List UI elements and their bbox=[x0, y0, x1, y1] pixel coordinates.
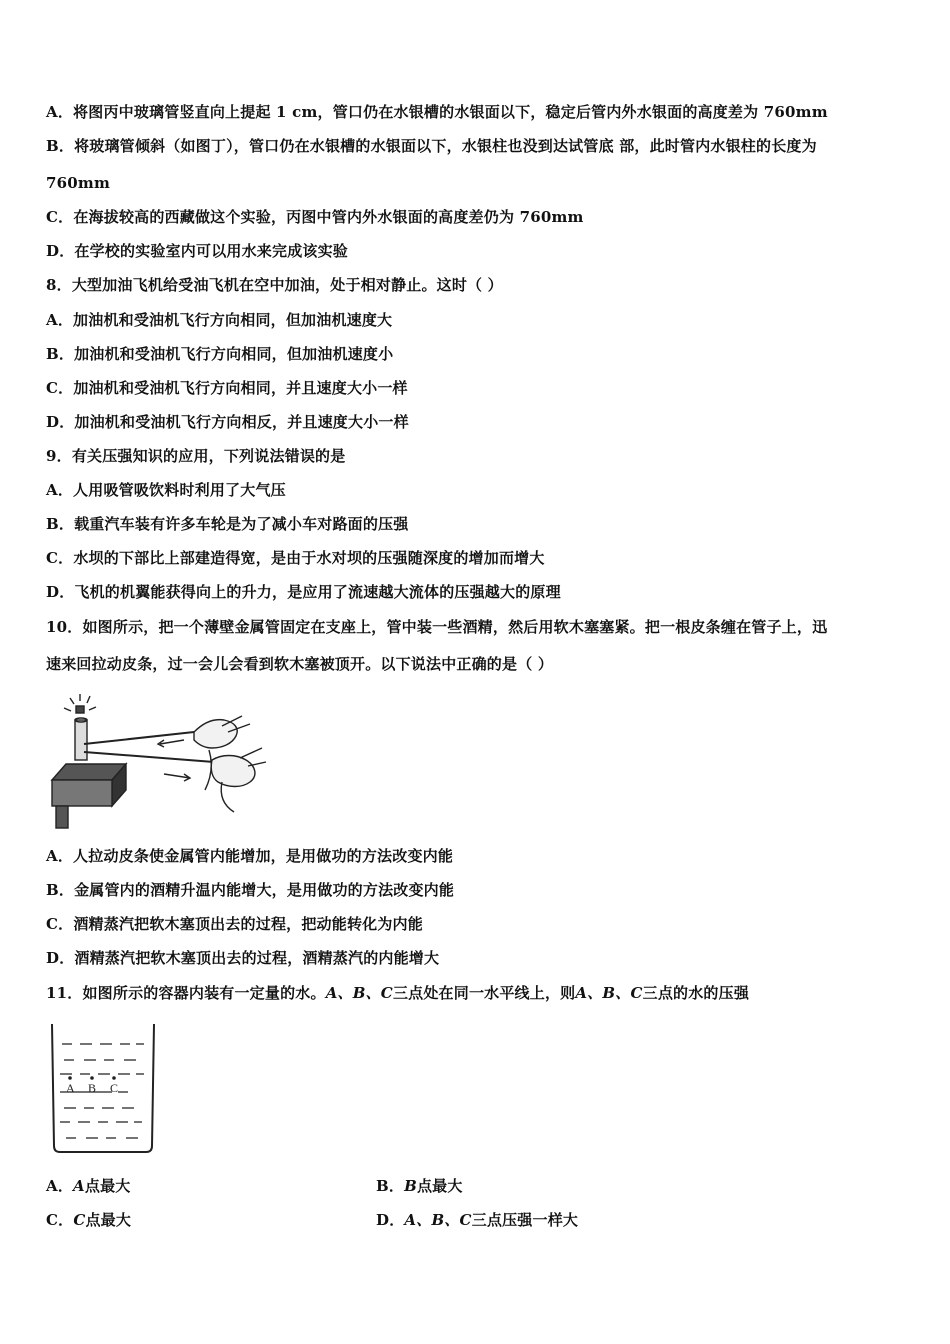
q11-option-d-var: A、B、C bbox=[404, 1211, 472, 1229]
q11-option-b-pre: B． bbox=[376, 1177, 405, 1195]
q7-option-b-line2: 760mm bbox=[46, 174, 111, 192]
q11-option-d-pre: D． bbox=[376, 1211, 405, 1229]
q9-option-d: D．飞机的机翼能获得向上的升力，是应用了流速越大流体的压强越大的原理 bbox=[46, 583, 561, 601]
q11-option-a-var: A bbox=[73, 1177, 85, 1195]
q9-option-c: C．水坝的下部比上部建造得宽，是由于水对坝的压强随深度的增加而增大 bbox=[46, 549, 545, 567]
q11-stem-post: 三点的水的压强 bbox=[642, 984, 750, 1002]
q10-option-d: D．酒精蒸汽把软木塞顶出去的过程，酒精蒸汽的内能增大 bbox=[46, 949, 440, 967]
q9-option-b: B．载重汽车装有许多车轮是为了减小车对路面的压强 bbox=[46, 515, 409, 533]
q9-option-a: A．人用吸管吸饮料时利用了大气压 bbox=[46, 481, 286, 499]
q11-stem-abc1: A、B、C bbox=[325, 984, 393, 1002]
q10-option-b: B．金属管内的酒精升温内能增大，是用做功的方法改变内能 bbox=[46, 881, 455, 899]
q10-figure-tube-strap bbox=[44, 692, 268, 830]
q11-figure-label-c: C bbox=[110, 1081, 119, 1095]
q11-option-b bbox=[376, 1176, 463, 1196]
q11-option-a-post: 点最大 bbox=[84, 1177, 131, 1195]
q10-option-c: C．酒精蒸汽把软木塞顶出去的过程，把动能转化为内能 bbox=[46, 915, 423, 933]
q8-option-c: C．加油机和受油机飞行方向相同，并且速度大小一样 bbox=[46, 379, 408, 397]
q11-option-d-post: 三点压强一样大 bbox=[471, 1211, 579, 1229]
q9-stem: 9．有关压强知识的应用，下列说法错误的是 bbox=[46, 447, 346, 465]
q7-option-a: A．将图丙中玻璃管竖直向上提起 1 cm，管口仍在水银槽的水银面以下，稳定后管内外水银面的高度差为 760mm bbox=[46, 103, 828, 121]
q8-option-d: D．加油机和受油机飞行方向相反，并且速度大小一样 bbox=[46, 413, 409, 431]
q11-option-d bbox=[376, 1210, 578, 1230]
q8-stem: 8．大型加油飞机给受油飞机在空中加油，处于相对静止。这时（ ） bbox=[46, 276, 503, 294]
q8-option-b: B．加油机和受油机飞行方向相同，但加油机速度小 bbox=[46, 345, 394, 363]
q10-stem-line2: 速来回拉动皮条，过一会儿会看到软木塞被顶开。以下说法中正确的是（ ） bbox=[46, 655, 554, 673]
q11-figure-container bbox=[46, 1022, 158, 1156]
q10-stem-line1: 10．如图所示，把一个薄壁金属管固定在支座上，管中装一些酒精，然后用软木塞塞紧。把一根皮条缠在管子上，迅 bbox=[46, 618, 828, 636]
q7-option-d: D．在学校的实验室内可以用水来完成该实验 bbox=[46, 242, 349, 260]
q7-option-c: C．在海拔较高的西藏做这个实验，丙图中管内外水银面的高度差仍为 760mm bbox=[46, 208, 584, 226]
q11-option-b-var: B bbox=[404, 1177, 417, 1195]
q11-stem-mid: 三点处在同一水平线上，则 bbox=[392, 984, 576, 1002]
q8-option-a: A．加油机和受油机飞行方向相同，但加油机速度大 bbox=[46, 311, 393, 329]
q7-option-b-line1: B．将玻璃管倾斜（如图丁），管口仍在水银槽的水银面以下，水银柱也没到达试管底 部，此时管内水银柱的长度为 bbox=[46, 137, 817, 155]
q11-option-b-post: 点最大 bbox=[416, 1177, 463, 1195]
q11-option-a bbox=[46, 1176, 131, 1196]
q11-option-a-pre: A． bbox=[46, 1177, 74, 1195]
q11-figure-label-b: B bbox=[88, 1081, 97, 1095]
q11-option-c-var: C bbox=[73, 1211, 86, 1229]
q11-stem-abc2: A、B、C bbox=[575, 984, 643, 1002]
q11-option-c-post: 点最大 bbox=[85, 1211, 132, 1229]
q11-option-c bbox=[46, 1210, 131, 1230]
q11-option-c-pre: C． bbox=[46, 1211, 74, 1229]
q11-figure-label-a: A bbox=[66, 1081, 75, 1095]
q11-stem bbox=[46, 983, 749, 1003]
q10-option-a: A．人拉动皮条使金属管内能增加，是用做功的方法改变内能 bbox=[46, 847, 454, 865]
q11-stem-pre: 11．如图所示的容器内装有一定量的水。 bbox=[46, 984, 326, 1002]
